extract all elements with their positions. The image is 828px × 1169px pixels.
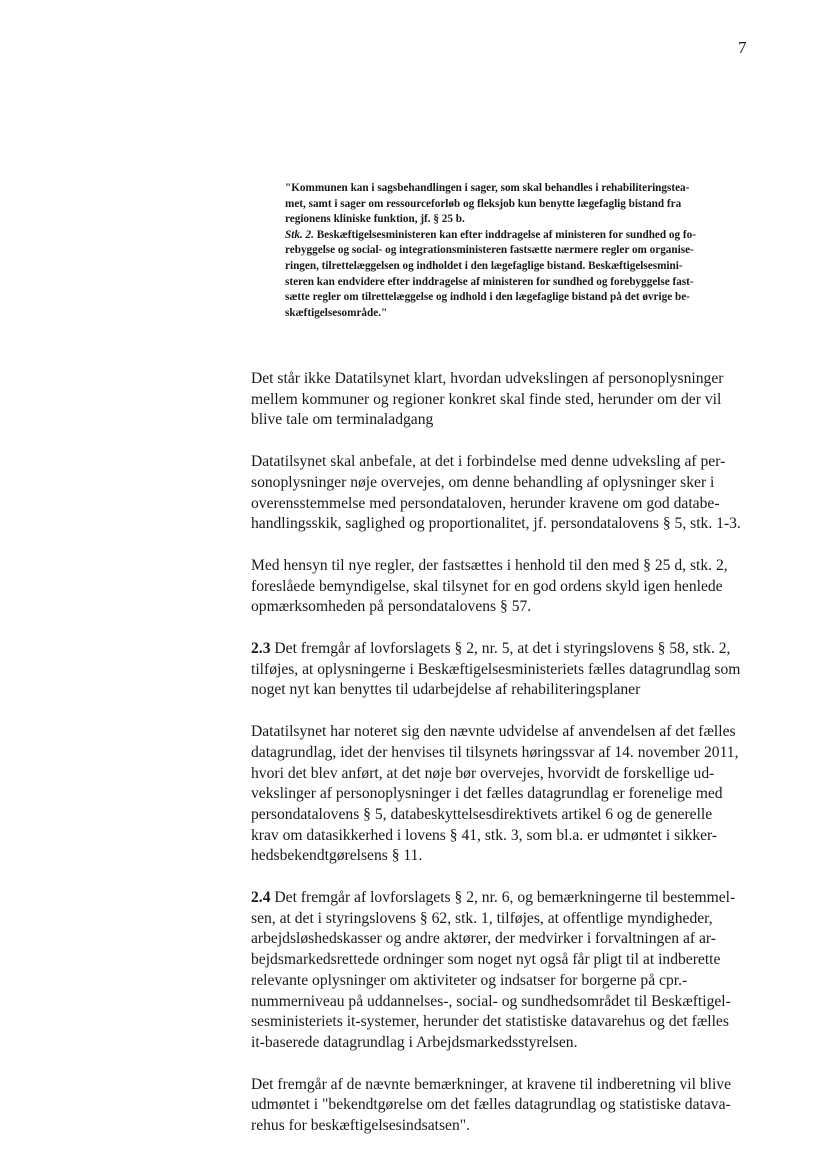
text-line: sen, at det i styringslovens § 62, stk. 1, tilføjes, at offentlige myndigheder, <box>251 909 713 927</box>
text-line: handlingsskik, saglighed og proportionalitet, jf. persondatalovens § 5, stk. 1-3. <box>251 515 741 533</box>
text-line: foreslåede bemyndigelse, skal tilsynet for en god ordens skyld igen henlede <box>251 577 723 595</box>
quote-stk-line <box>285 228 759 244</box>
text-line: blive tale om terminaladgang <box>251 411 434 429</box>
text-line: it-baserede datagrundlag i Arbejdsmarkedsstyrelsen. <box>251 1033 578 1051</box>
text-line: opmærksomheden på persondatalovens § 57. <box>251 598 532 616</box>
paragraph <box>251 369 771 431</box>
text-line: arbejdsløshedskasser og andre aktører, der medvirker i forvaltningen af ar- <box>251 930 716 948</box>
page-number: 7 <box>738 38 747 57</box>
text-line: tilføjes, at oplysningerne i Beskæftigelsesministeriets fælles datagrundlag som <box>251 660 741 678</box>
text-line: hvori det blev anført, at det nøje bør overvejes, hvorvidt de forskellige ud- <box>251 764 715 782</box>
text-line: Datatilsynet har noteret sig den nævnte udvidelse af anvendelsen af det fælles <box>251 723 736 741</box>
text-line: datagrundlag, idet der henvises til tilsynets høringssvar af 14. november 2011, <box>251 743 739 761</box>
quote-line: steren kan endvidere efter inddragelse af ministeren for sundhed og forebyggelse fast- <box>285 275 694 288</box>
text-line <box>251 888 771 909</box>
text-line: sesministeriets it-systemer, herunder det statistiske datavarehus og det fælles <box>251 1013 729 1031</box>
paragraph-section-2-3 <box>251 639 771 701</box>
section-number: 2.4 <box>251 889 271 907</box>
paragraph-section-2-4 <box>251 888 771 1054</box>
text-line: noget nyt kan benyttes til udarbejdelse af rehabiliteringsplaner <box>251 681 641 699</box>
stk-label: Stk. 2. <box>285 228 314 241</box>
paragraph <box>251 556 771 618</box>
text-line: nummerniveau på uddannelses-, social- og sundhedsområdet til Beskæftigel- <box>251 992 731 1010</box>
paragraph <box>251 1075 771 1137</box>
text-line: sonoplysninger nøje overvejes, om denne behandling af oplysninger sker i <box>251 473 715 491</box>
quoted-statute <box>285 181 759 321</box>
text-line: krav om datasikkerhed i lovens § 41, stk. 3, som bl.a. er udmøntet i sikker- <box>251 826 718 844</box>
paragraph <box>251 722 771 867</box>
text-line: overensstemmelse med persondataloven, herunder kravene om god databe- <box>251 494 720 512</box>
quote-line: met, samt i sager om ressourceforløb og fleksjob kun benytte lægefaglig bistand fra <box>285 197 682 210</box>
quote-line: skæftigelsesområde." <box>285 306 388 319</box>
paragraph <box>251 452 771 535</box>
text-line: Det fremgår af de nævnte bemærkninger, at kravene til indberetning vil blive <box>251 1075 732 1093</box>
quote-line: sætte regler om tilrettelæggelse og indhold i den lægefaglige bistand på det øvrige be- <box>285 291 690 304</box>
section-number: 2.3 <box>251 640 271 658</box>
text-line <box>251 639 771 660</box>
text-line: persondatalovens § 5, databeskyttelsesdirektivets artikel 6 og de generelle <box>251 805 713 823</box>
quote-line: regionens kliniske funktion, jf. § 25 b. <box>285 213 465 226</box>
text-line: hedsbekendtgørelsens § 11. <box>251 847 423 865</box>
text-line: Datatilsynet skal anbefale, at det i forbindelse med denne udveksling af per- <box>251 453 726 471</box>
text-line-rest: Det fremgår af lovforslagets § 2, nr. 5, at det i styringslovens § 58, stk. 2, <box>270 640 731 658</box>
text-line: relevante oplysninger om aktiviteter og indsatser for borgerne på cpr.- <box>251 971 688 989</box>
text-line: vekslinger af personoplysninger i det fælles datagrundlag er forenelige med <box>251 785 723 803</box>
body-text <box>251 369 771 1158</box>
quote-line-text: Beskæftigelsesministeren kan efter inddragelse af ministeren for sundhed og fo- <box>313 228 696 241</box>
text-line: mellem kommuner og regioner konkret skal finde sted, herunder om der vil <box>251 390 722 408</box>
text-line: bejdsmarkedsrettede ordninger som noget nyt også får pligt til at indberette <box>251 951 721 969</box>
quote-line: ringen, tilrettelæggelsen og indholdet i den lægefaglige bistand. Beskæftigelsesmini- <box>285 259 683 272</box>
text-line: Med hensyn til nye regler, der fastsættes i henhold til den med § 25 d, stk. 2, <box>251 556 728 574</box>
text-line-rest: Det fremgår af lovforslagets § 2, nr. 6, og bemærkningerne til bestemmel- <box>270 889 736 907</box>
quote-line: rebyggelse og social- og integrationsministeren fastsætte nærmere regler om organise- <box>285 244 694 257</box>
quote-line: "Kommunen kan i sagsbehandlingen i sager, som skal behandles i rehabiliteringstea- <box>285 182 690 194</box>
text-line: rehus for beskæftigelsesindsatsen". <box>251 1117 471 1135</box>
text-line: Det står ikke Datatilsynet klart, hvordan udvekslingen af personoplysninger <box>251 370 724 387</box>
text-line: udmøntet i "bekendtgørelse om det fælles datagrundlag og statistiske datava- <box>251 1096 731 1114</box>
